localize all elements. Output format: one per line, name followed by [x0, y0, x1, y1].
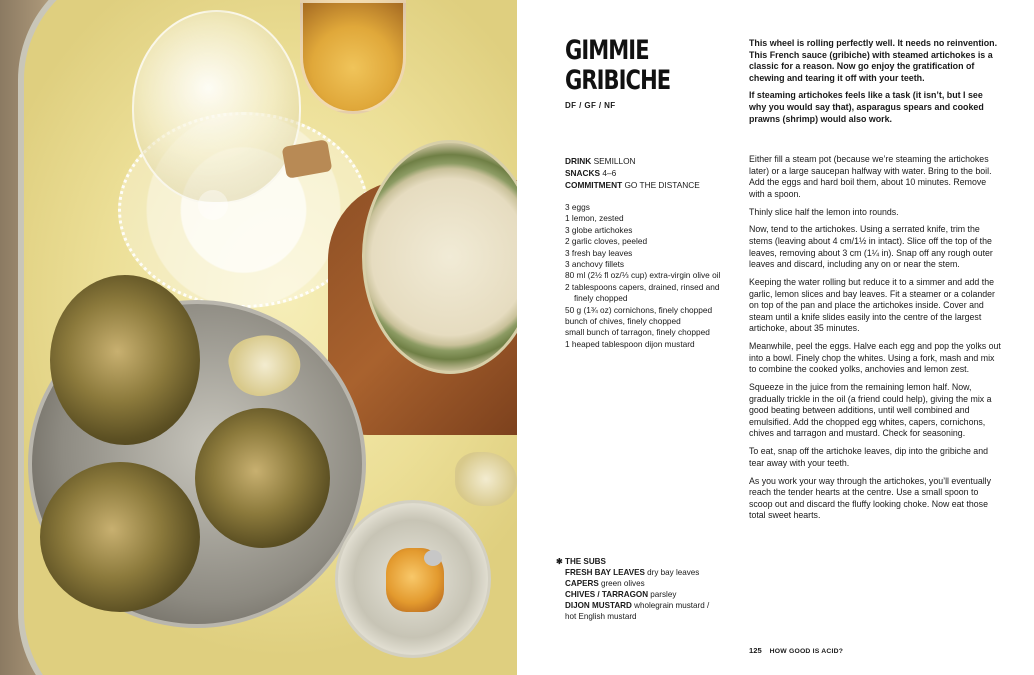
section-name: HOW GOOD IS ACID? [769, 648, 844, 655]
meta-drink: DRINK SEMILLON [565, 156, 636, 166]
ingredient-item: 80 ml (2½ fl oz/⅓ cup) extra-virgin olive oil [565, 270, 721, 281]
bottle-cap [424, 550, 442, 566]
ingredient-item: 2 garlic cloves, peeled [565, 236, 648, 247]
substitutions [556, 557, 709, 622]
subs-heading [556, 557, 709, 568]
method-steps [749, 154, 1001, 528]
ingredient-item: 50 g (1¾ oz) cornichons, finely chopped [565, 304, 713, 315]
artichoke [195, 408, 330, 548]
ingredient-item: 2 tablespoons capers, drained, rinsed and finely chopped [565, 281, 720, 304]
recipe-meta [565, 155, 700, 192]
ingredient-item: 1 heaped tablespoon dijon mustard [565, 338, 695, 349]
ingredient-item: 3 globe artichokes [565, 224, 633, 235]
ingredient-item: 3 anchovy fillets [565, 259, 625, 270]
wine-glass-base [198, 190, 228, 220]
sub-item: DIJON MUSTARD wholegrain mustard / [565, 600, 710, 610]
sub-item-continuation: hot English mustard [565, 611, 637, 621]
method-step: Either fill a steam pot (because we’re steaming the artichokes later) or a large saucepan halfway with water. Bring to the boil. Add the eggs and hard boil them, about 10 minutes. Remove with a spoon. [749, 154, 992, 199]
ingredient-item: small bunch of tarragon, finely chopped [565, 327, 710, 338]
meta-snacks: SNACKS 4–6 [565, 168, 617, 179]
method-step: Squeeze in the juice from the remaining lemon half. Now, gradually trickle in the oil (a friend could help), giving the mix a good beating between additions, until well combined and emulsified. Add the chopped egg whites, capers, cornichons, chives and tarragon and mustard. Check for seasoning. [749, 382, 992, 439]
page-number: 125 [749, 646, 762, 655]
recipe-title [565, 36, 670, 96]
ingredient-item: 1 lemon, zested [565, 213, 624, 224]
method-step: To eat, snap off the artichoke leaves, dip into the gribiche and tear away with your teeth. [749, 446, 988, 468]
ingredient-list [565, 202, 735, 350]
sub-item: CHIVES / TARRAGON parsley [565, 589, 677, 599]
sub-item: FRESH BAY LEAVES dry bay leaves [565, 567, 700, 577]
asterisk-icon: ✱ [556, 557, 563, 566]
sub-item: CAPERS green olives [565, 578, 645, 588]
dietary-tags: DF / GF / NF [565, 101, 616, 110]
ingredient-item: 3 eggs [565, 202, 590, 212]
method-step: Keeping the water rolling but reduce it to a simmer and add the garlic, lemon slices and bay leaves. Fit a steamer or a colander on top of the pan and place the artichokes inside. Cover and steam until a knife slides easily into the centre of the largest artichoke, about 35 minutes. [749, 276, 995, 334]
intro-paragraph: If steaming artichokes feels like a task (it isn’t, but I see why you would say that), asparagus spears and cooked prawns (shrimp) would also work. [749, 90, 984, 124]
ingredient-item: bunch of chives, finely chopped [565, 316, 681, 327]
method-step: Meanwhile, peel the eggs. Halve each egg and pop the yolks out into a bowl. Finely chop the whites. Using a fork, mash and mix to combine the cooked yolks, anchovies and lemon zest. [749, 341, 1001, 375]
title-line: GIMMIE [565, 35, 649, 66]
page-footer [749, 646, 843, 655]
recipe-intro [749, 38, 999, 131]
method-step: Now, tend to the artichokes. Using a serrated knife, trim the stems (leaving about 4 cm/1½ in intact). Slice off the top of the leaves, removing about 3 cm (1¼ in). Snap off any rough outer leaves and discard, including any on or near the stem. [749, 224, 993, 270]
meta-commitment: COMMITMENT GO THE DISTANCE [565, 180, 700, 191]
ingredient-item: 3 fresh bay leaves [565, 247, 633, 258]
intro-paragraph: This wheel is rolling perfectly well. It needs no reinvention. This French sauce (gribiche) with steamed artichokes is a classic for a reason. Now go enjoy the gratification of chewing and tearing it off with your teeth. [749, 38, 998, 83]
wine-glass [132, 10, 301, 204]
title-line: GRIBICHE [565, 65, 671, 96]
artichoke [40, 462, 200, 612]
artichoke [50, 275, 200, 445]
tumbler-glass [300, 0, 406, 114]
method-step: Thinly slice half the lemon into rounds. [749, 206, 899, 217]
subs-title: THE SUBS [565, 557, 606, 566]
method-step: As you work your way through the artichokes, you’ll eventually reach the tender hearts at the centre. Use a small spoon to scoop out and discard the fluffy looking choke. Now eat those total sweet hearts. [749, 475, 992, 521]
